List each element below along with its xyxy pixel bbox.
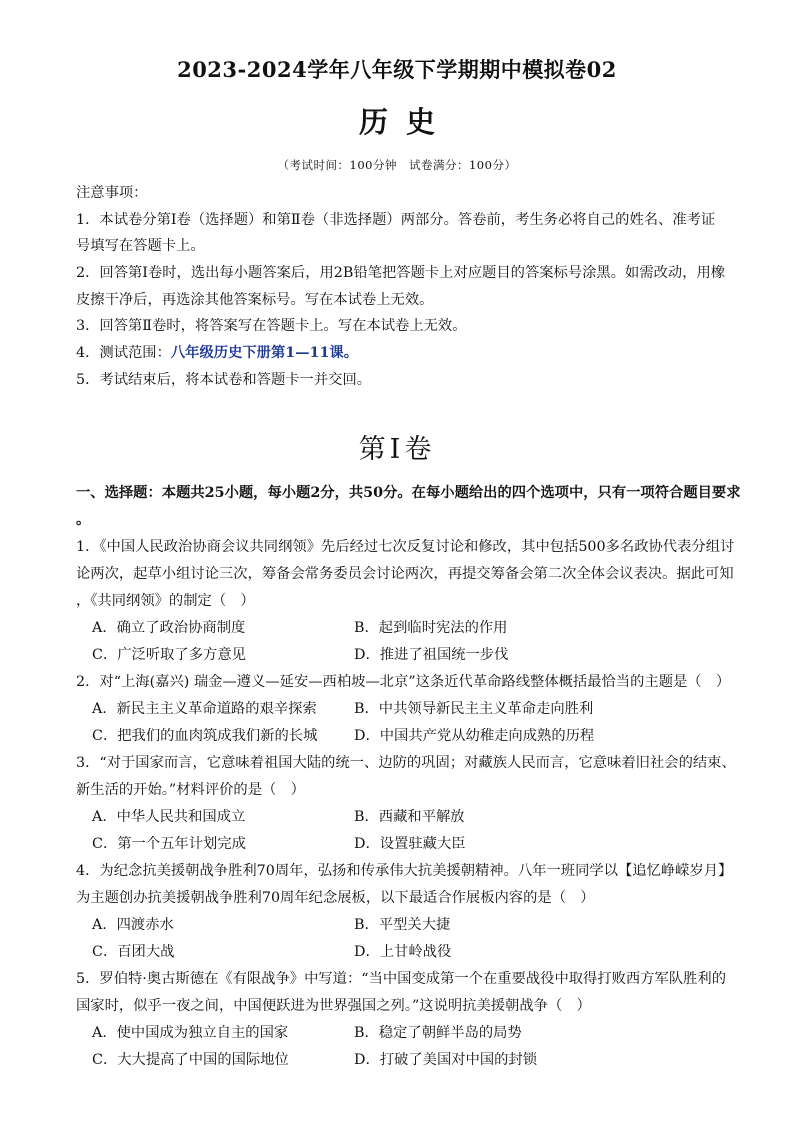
q2-option-b: B．中共领导新民主主义革命走向胜利 — [354, 701, 594, 717]
q3-option-d: D．设置驻藏大臣 — [354, 836, 466, 852]
question-1-line-1: 1．《中国人民政治协商会议共同纲领》先后经过七次反复讨论和修改，其中包括500多名政协代表分组讨 — [76, 539, 735, 555]
subject-title: 历史 — [358, 105, 453, 139]
question-4-line-2: 为主题创办抗美援朝战争胜利70周年纪念展板，以下最适合作展板内容的是（ ） — [76, 890, 595, 906]
q2-option-a: A．新民主主义革命道路的艰辛探索 — [92, 701, 317, 717]
questions-list — [76, 534, 736, 1074]
q5-option-c: C．大大提高了中国的国际地位 — [92, 1052, 289, 1068]
question-1 — [76, 534, 735, 669]
note-4-scope: 八年级历史下册第1—11课。 — [170, 345, 358, 362]
q3-option-a: A．中华人民共和国成立 — [92, 809, 246, 825]
note-4-prefix: 4．测试范围： — [76, 345, 171, 362]
note-2-line-2: 皮擦干净后，再选涂其他答案标号。写在本试卷上无效。 — [76, 291, 434, 308]
q4-option-b: B．平型关大捷 — [354, 917, 451, 933]
instructions-line-2: 。 — [76, 512, 91, 528]
note-3: 3．回答第Ⅱ卷时，将答案写在答题卡上。写在本试卷上无效。 — [76, 318, 467, 335]
question-5-line-1: 5．罗伯特·奥古斯德在《有限战争》中写道：“当中国变成第一个在重要战役中取得打败西方军队胜利的 — [76, 971, 727, 987]
notes-heading: 注意事项： — [76, 185, 148, 201]
notes-section — [76, 180, 726, 394]
question-3-line-1: 3．“对于国家而言，它意味着祖国大陆的统一、边防的巩固；对藏族人民而言，它意味着旧社会的结束、 — [76, 755, 736, 771]
q5-option-b: B．稳定了朝鲜半岛的局势 — [354, 1025, 522, 1041]
note-1-line-2: 号填写在答题卡上。 — [76, 238, 205, 255]
note-2-line-1: 2．回答第Ⅰ卷时，选出每小题答案后，用2B铅笔把答题卡上对应题目的答案标号涂黑。如需改动，用橡 — [76, 265, 726, 282]
q2-option-c: C．把我们的血肉筑成我们新的长城 — [92, 728, 318, 744]
note-5: 5．考试结束后，将本试卷和答题卡一并交回。 — [76, 371, 372, 388]
section-instructions — [76, 480, 741, 534]
exam-title: 2023-2024学年八年级下学期期中模拟卷02 — [177, 57, 617, 82]
instructions-line-1: 一、选择题：本题共25小题，每小题2分，共50分。在每小题给出的四个选项中，只有一项符合题目要求 — [76, 485, 741, 501]
q1-option-c: C．广泛听取了多方意见 — [92, 647, 246, 663]
question-5-line-2: 国家时，似乎一夜之间，中国便跃进为世界强国之列。”这说明抗美援朝战争（ ） — [76, 998, 591, 1014]
question-5 — [76, 966, 726, 1074]
question-4-line-1: 4．为纪念抗美援朝战争胜利70周年，弘扬和传承伟大抗美援朝精神。八年一班同学以【追忆峥嵘岁月】 — [76, 863, 733, 879]
question-4 — [76, 858, 733, 966]
q3-option-b: B．西藏和平解放 — [354, 809, 465, 825]
q3-option-c: C．第一个五年计划完成 — [92, 836, 246, 852]
q4-option-a: A．四渡赤水 — [92, 917, 174, 933]
section-title: 第Ⅰ卷 — [358, 434, 436, 465]
q1-option-d: D．推进了祖国统一步伐 — [354, 647, 509, 663]
question-1-line-3: ，《共同纲领》的制定（ ） — [76, 593, 255, 609]
question-2-line-1: 2．对“上海(嘉兴) 瑞金—遵义—延安—西柏坡—北京”这条近代革命路线整体概括最恰当的主题是（ ） — [76, 674, 731, 690]
q2-option-d: D．中国共产党从幼稚走向成熟的历程 — [354, 728, 595, 744]
q1-option-b: B．起到临时宪法的作用 — [354, 620, 508, 636]
q5-option-d: D．打破了美国对中国的封锁 — [354, 1052, 538, 1068]
question-3 — [76, 750, 736, 858]
question-1-line-2: 论两次，起草小组讨论三次，筹备会常务委员会讨论两次，再提交筹备会第二次全体会议表决。据此可知 — [76, 566, 734, 582]
note-1-line-1: 1．本试卷分第Ⅰ卷（选择题）和第Ⅱ卷（非选择题）两部分。答卷前，考生务必将自己的姓名、准考证 — [76, 211, 716, 228]
note-4 — [76, 340, 726, 367]
question-3-line-2: 新生活的开始。”材料评价的是（ ） — [76, 782, 305, 798]
q5-option-a: A．使中国成为独立自主的国家 — [92, 1025, 289, 1041]
exam-info: （考试时间：100分钟 试卷满分：100分） — [277, 158, 517, 172]
q4-option-d: D．上甘岭战役 — [354, 944, 452, 960]
q4-option-c: C．百团大战 — [92, 944, 175, 960]
question-2 — [76, 669, 731, 750]
q1-option-a: A．确立了政治协商制度 — [92, 620, 246, 636]
